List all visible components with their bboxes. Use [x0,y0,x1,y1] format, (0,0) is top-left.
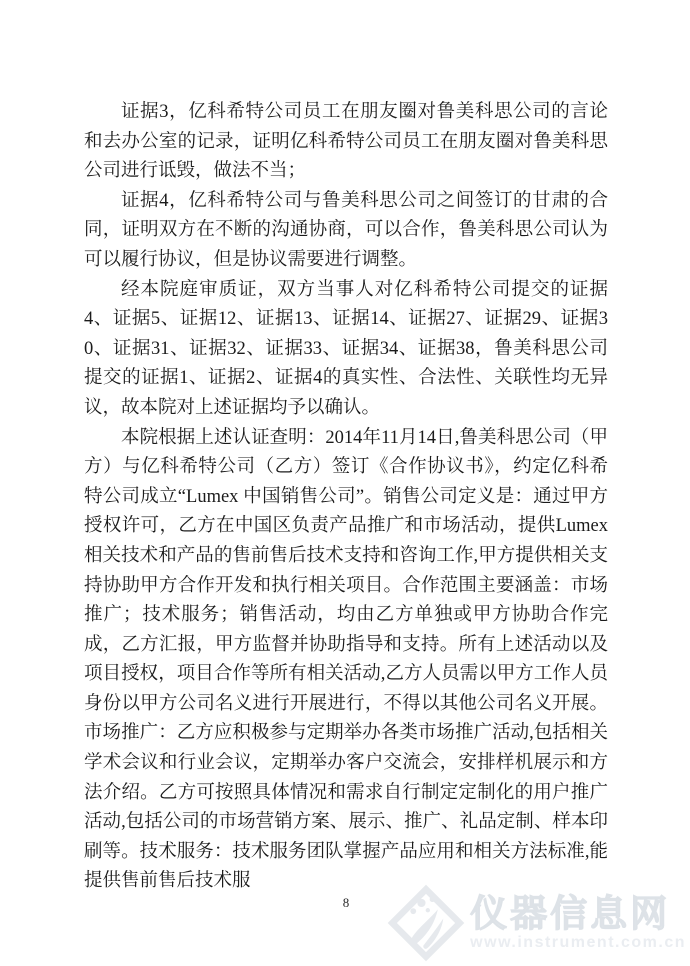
document-body [84,98,608,897]
watermark-site-name: 仪器信息网 [470,892,671,934]
page-number: 8 [342,895,350,910]
paragraph-court-examination: 经本院庭审质证，双方当事人对亿科希特公司提交的证据4、证据5、证据12、证据13、证据14、证据27、证据29、证据30、证据31、证据32、证据33、证据34、证据38，鲁美科思公司提交的证据1、证据2、证据4的真实性、合法性、关联性均无异议，故本院对上述证据均予以确认。 [84,279,608,418]
paragraph-evidence-4: 证据4，亿科希特公司与鲁美科思公司之间签订的甘肃的合同，证明双方在不断的沟通协商，可以合作，鲁美科思公司认为可以履行协议，但是协议需要进行调整。 [84,190,608,270]
paragraph-evidence-3: 证据3，亿科希特公司员工在朋友圈对鲁美科思公司的言论和去办公室的记录，证明亿科希特公司员工在朋友圈对鲁美科思公司进行诋毁，做法不当； [84,102,608,182]
paragraph-court-findings: 本院根据上述认证查明：2014年11月14日,鲁美科思公司（甲方）与亿科希特公司（乙方）签订《合作协议书》，约定亿科希特公司成立“Lumex 中国销售公司”。销售公司定义是：通过甲方授权许可，乙方在中国区负责产品推广和市场活动，提供Lumex相关技术和产品的售前售后技术支持和咨询工作,甲方提供相关支持协助甲方合作开发和执行相关项目。合作范围主要涵盖：市场推广；技术服务；销售活动，均由乙方单独或甲方协助合作完成，乙方汇报，甲方监督并协助指导和支持。所有上述活动以及项目授权，项目合作等所有相关活动,乙方人员需以甲方工作人员身份以甲方公司名义进行开展进行，不得以其他公司名义开展。市场推广：乙方应积极参与定期举办各类市场推广活动,包括相关学术会议和行业会议，定期举办客户交流会，安排样机展示和方法介绍。乙方可按照具体情况和需求自行制定定制化的用户推广活动,包括公司的市场营销方案、展示、推广、礼品定制、样本印刷等。技术服务：技术服务团队掌握产品应用和相关方法标准,能提供售前售后技术服 [84,427,608,892]
watermark-site-url: www.instrument.com.cn [470,933,686,951]
